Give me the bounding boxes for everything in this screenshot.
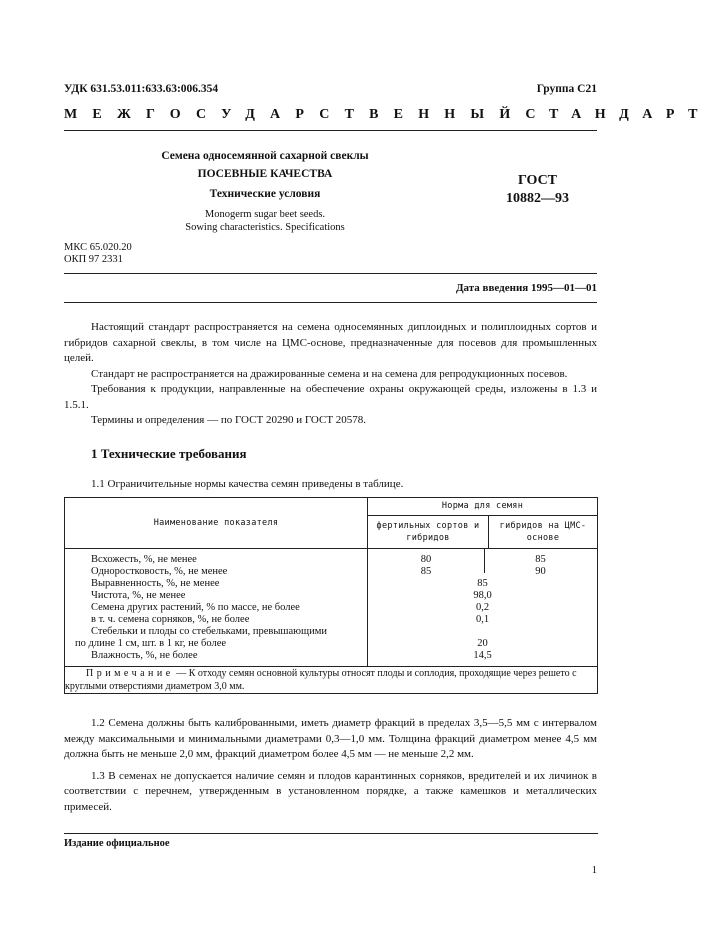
clause-1-2: 1.2 Семена должны быть калиброванными, иметь диаметр фракций в пределах 3,5—5,5 мм с интервалом между максимальными и минимальными диаметрами 0,3—1,0 мм. Толщина фракций диаметром менее 4,5 мм должна быть не меньше 2,0 мм, фракций диаметром более 4,5 мм — не меньше 2,2 мм. [64, 717, 597, 760]
date-rule [64, 302, 597, 303]
value-common: 0,2 [475, 602, 490, 613]
clause-1-3: 1.3 В семенах не допускается наличие семян и плодов карантинных сорняков, вредителей и их личинок в соответствии с перечнем, утвержденным в установленном порядке, а также камешков и металлических примесей. [64, 769, 597, 813]
standard-word: СТАНДАРТ [525, 107, 711, 122]
value-common: 20 [477, 638, 488, 649]
value-common: 85 [477, 578, 488, 589]
codes-rule [64, 273, 597, 274]
gost-code: 10882—93 [506, 191, 569, 206]
intro-text [64, 320, 597, 429]
section-title: 1 Технические требования [91, 446, 247, 461]
classification-codes [64, 242, 132, 266]
indicator-name: в т. ч. семена сорняков, %, не более [91, 614, 250, 625]
intro-paragraph: Термины и определения — по ГОСТ 20290 и ГОСТ 20578. [91, 414, 367, 426]
page-number: 1 [591, 865, 597, 876]
title-english-2: Sowing characteristics. Specifications [185, 222, 345, 233]
value-cms: 90 [535, 566, 546, 577]
indicator-name: Выравненность, %, не менее [91, 578, 220, 589]
table-note [65, 667, 598, 694]
value-common: 98,0 [473, 590, 492, 601]
value-common: 0,1 [475, 614, 490, 625]
value-common [368, 626, 597, 638]
note-text: — К отходу семян основной культуры относят плоды и соплодия, проходящие через решето с круглыми отверстиями диаметром 3,0 мм. [65, 668, 577, 692]
note-label: Примечание [86, 668, 174, 679]
title-line-2: ПОСЕВНЫЕ КАЧЕСТВА [197, 168, 333, 180]
indicator-name: Одноростковость, %, не менее [91, 566, 228, 577]
intro-paragraph: Стандарт не распространяется на дражированные семена и на семена для репродукционных посевов. [91, 367, 568, 380]
value-cms: 85 [535, 554, 546, 565]
indicator-name: Чистота, %, не менее [91, 590, 186, 601]
value-fertile: 85 [420, 566, 432, 577]
intro-paragraph: Настоящий стандарт распространяется на семена односемянных диплоидных и полиплоидных сортов и гибридов сахарной свеклы, в том числе на ЦМС-основе, предназначенные для посевов для промышленных целей. [64, 321, 597, 364]
indicator-name: Стебельки и плоды со стебельками, превышающими [91, 626, 327, 637]
indicator-name: Влажность, %, не более [91, 650, 198, 661]
indicator-name: Всхожесть, %, не менее [91, 554, 197, 565]
title-english-1: Monogerm sugar beet seeds. [204, 209, 326, 220]
value-common: 14,5 [473, 650, 492, 661]
gost-label: ГОСТ [517, 173, 558, 188]
group-code: Группа С21 [536, 83, 597, 95]
interstate-standard-banner [64, 107, 711, 123]
mks-code: МКС 65.020.20 [64, 242, 132, 253]
indicator-name: Семена других растений, % по массе, не более [91, 602, 300, 613]
okp-code: ОКП 97 2331 [64, 254, 123, 265]
indicator-names [65, 549, 368, 667]
indicator-values [368, 549, 598, 667]
clauses-text [64, 716, 597, 815]
intro-paragraph: Требования к продукции, направленные на обеспечение охраны окружающей среды, изложены в 1.3 и 1.5.1. [64, 383, 597, 411]
interstate-word: МЕЖГОСУДАРСТВЕННЫЙ [64, 107, 526, 122]
title-line-1: Семена односемянной сахарной свеклы [161, 150, 369, 162]
title-english [140, 208, 390, 234]
gost-number [490, 172, 585, 208]
col-header-fertile: фертильных сортов и гибридов [368, 516, 489, 549]
clause-text: 1.1 Ограничительные нормы качества семян приведены в таблице. [91, 478, 404, 490]
clause-1-1 [64, 477, 597, 493]
col-header-cms: гибридов на ЦМС-основе [489, 516, 598, 549]
official-edition: Издание официальное [64, 838, 170, 849]
col-header-name: Наименование показателя [65, 498, 368, 549]
value-row [368, 566, 597, 578]
title-line-3: Технические условия [209, 188, 321, 200]
introduction-date: Дата введения 1995—01—01 [455, 282, 597, 294]
value-row [368, 554, 597, 566]
header-rule [64, 130, 597, 131]
indicator-name: по длине 1 см, шт. в 1 кг, не более [75, 638, 227, 649]
col-header-norm: Норма для семян [368, 498, 598, 516]
value-fertile: 80 [420, 554, 432, 565]
udk-code: УДК 631.53.011:633.63:006.354 [64, 83, 219, 95]
quality-norms-table [64, 497, 598, 694]
footer-rule [64, 833, 598, 834]
value-divider [484, 549, 485, 573]
